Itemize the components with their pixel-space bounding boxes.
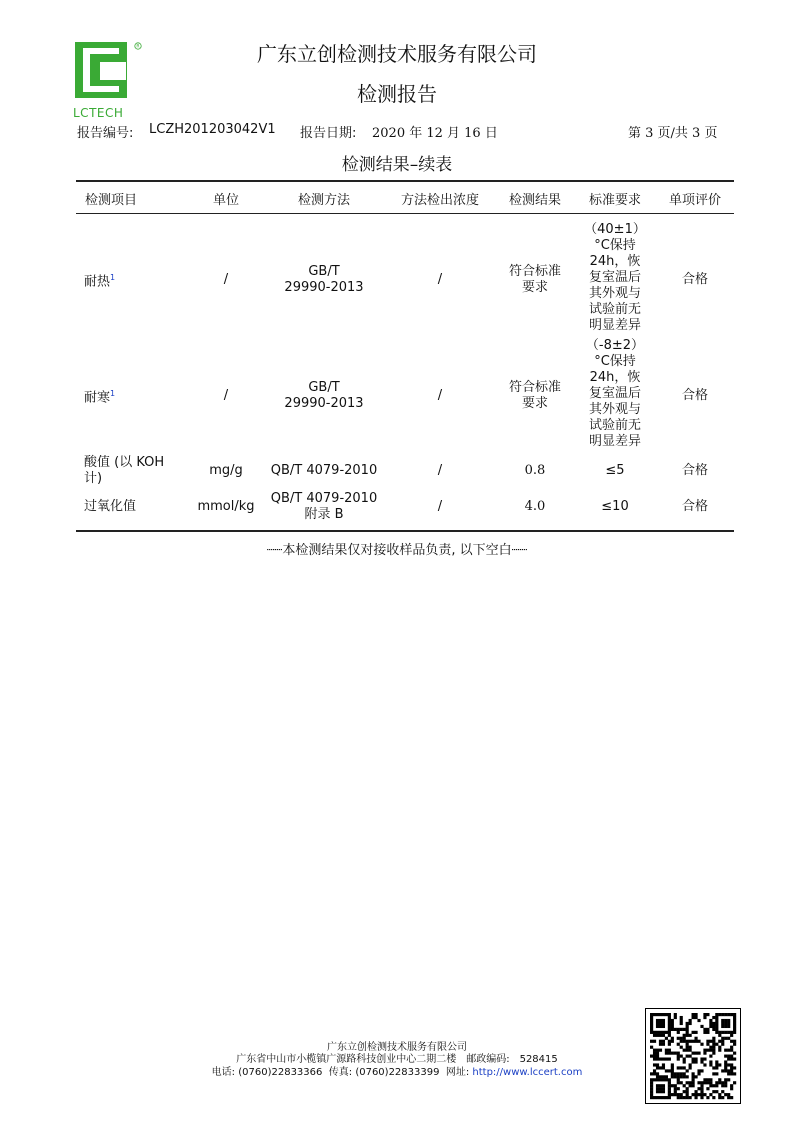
row-acid-method: QB/T 4079-2010 <box>270 463 378 478</box>
row-heat-unit: / <box>223 272 229 287</box>
table-top-rule <box>76 180 734 182</box>
th-detection-limit: 方法检出浓度 <box>400 193 479 208</box>
row-heat-evaluation: 合格 <box>681 272 708 287</box>
section-title: 检测结果–续表 <box>341 155 453 175</box>
report-title: 检测报告 <box>357 82 437 106</box>
qr-code-icon <box>645 1008 741 1104</box>
th-requirement: 标准要求 <box>588 193 641 208</box>
report-date-label: 报告日期: <box>300 126 357 141</box>
company-name: 广东立创检测技术服务有限公司 <box>257 42 537 66</box>
website-link[interactable]: http://www.lccert.com <box>472 1067 583 1078</box>
th-evaluation: 单项评价 <box>668 193 721 208</box>
report-date: 2020 年 12 月 16 日 <box>372 126 498 141</box>
fax-label: 传真: <box>328 1067 353 1078</box>
svg-text:R: R <box>136 44 140 50</box>
row-cold-requirement: （-8±2） °C保持 24h，恢 复室温后 其外观与 试验前无 明显差异 <box>585 338 645 449</box>
row-acid-requirement: ≤5 <box>605 463 625 478</box>
row-peroxide-unit: mmol/kg <box>197 499 255 514</box>
page-info: 第 3 页/共 3 页 <box>628 126 718 141</box>
blank-below-note: ┈┈本检测结果仅对接收样品负责, 以下空白┈┈ <box>266 543 528 558</box>
th-item: 检测项目 <box>84 193 137 208</box>
web-label: 网址: <box>445 1067 470 1078</box>
row-cold-method: GB/T 29990-2013 <box>284 380 364 411</box>
tel-label: 电话: <box>211 1067 236 1078</box>
th-unit: 单位 <box>212 193 239 208</box>
row-cold-detection: / <box>437 388 443 403</box>
row-acid-evaluation: 合格 <box>681 463 708 478</box>
table-bottom-rule <box>76 530 734 532</box>
row-heat-item: 耐热$^1$ <box>84 273 116 290</box>
report-no: LCZH201203042V1 <box>149 122 276 137</box>
footer-company: 广东立创检测技术服务有限公司 <box>327 1042 467 1053</box>
row-cold-unit: / <box>223 388 229 403</box>
row-peroxide-item: 过氧化值 <box>84 499 137 514</box>
footer-address: 广东省中山市小榄镇广源路科技创业中心二期二楼 邮政编码: 528415 <box>236 1054 558 1065</box>
row-acid-detection: / <box>437 463 443 478</box>
row-cold-result: 符合标准 要求 <box>508 380 561 411</box>
row-acid-item: 酸值 (以 KOH 计) <box>84 455 165 486</box>
row-heat-requirement: （40±1） °C保持 24h，恢 复室温后 其外观与 试验前无 明显差异 <box>584 222 646 333</box>
row-peroxide-evaluation: 合格 <box>681 499 708 514</box>
th-method: 检测方法 <box>297 193 350 208</box>
th-result: 检测结果 <box>508 193 561 208</box>
fax-value: (0760)22833399 <box>355 1067 440 1078</box>
report-no-label: 报告编号: <box>77 126 134 141</box>
row-peroxide-detection: / <box>437 499 443 514</box>
row-peroxide-method: QB/T 4079-2010 附录 B <box>270 491 378 522</box>
row-heat-result: 符合标准 要求 <box>508 264 561 295</box>
row-peroxide-result: 4.0 <box>524 499 546 514</box>
logo-text: LCTECH <box>73 106 124 120</box>
row-heat-method: GB/T 29990-2013 <box>284 264 364 295</box>
row-cold-item: 耐寒$^1$ <box>84 389 116 406</box>
row-cold-evaluation: 合格 <box>681 388 708 403</box>
row-acid-result: 0.8 <box>524 463 546 478</box>
table-header-rule <box>76 213 734 214</box>
tel-value: (0760)22833366 <box>238 1067 323 1078</box>
row-acid-unit: mg/g <box>209 463 243 478</box>
row-heat-detection: / <box>437 272 443 287</box>
row-peroxide-requirement: ≤10 <box>601 499 629 514</box>
